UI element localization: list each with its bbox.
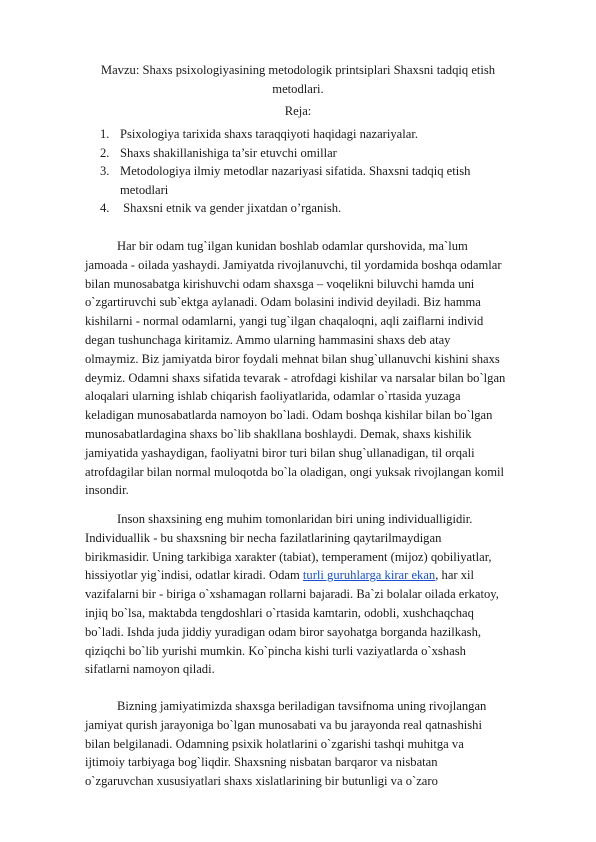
plan-item-number: 1. [100, 127, 110, 141]
plan-item-number: 3. [100, 164, 110, 178]
document-title [80, 61, 516, 99]
paragraph-line: munosabatlardagina shaxs bo`lib shakllana boshlaydi. Demak, shaxs kishilik [85, 426, 472, 441]
paragraph-text: , har xil [435, 568, 475, 583]
paragraph-line: o`zgartiruvchi sub`ektga aylanadi. Odam bolasini individ deyiladi. Biz hamma [85, 295, 481, 310]
plan-item-line: Metodologiya ilmiy metodlar nazariyasi sifatida. Shaxsni tadqiq etish [120, 164, 471, 178]
plan-item-text: Psixologiya tarixida shaxs taraqqiyoti haqidagi nazariyalar. [120, 127, 418, 141]
paragraph-line: degan tushunchaga kiritamiz. Ammo ularning hammasini shaxs deb atay [85, 332, 451, 347]
inline-link[interactable]: turli guruhlarga kirar ekan [302, 568, 436, 583]
paragraph-line: injiq bo`lsa, maktabda tengdoshlari o`rtasida kamtarin, odobli, xushchaqchaq [85, 605, 474, 620]
paragraph-line: bo`ladi. Ishda juda jiddiy yuradigan odam biror sayohatga borganda hazilkash, [85, 624, 482, 639]
paragraph-line: sifatlarni namoyon qiladi. [85, 662, 215, 677]
plan-item [100, 125, 520, 144]
plan-item [100, 199, 520, 218]
paragraph-line: jamiyat qurish jarayoniga bo`lgan munosabati va bu jarayonda real qatnashishi [85, 717, 482, 732]
paragraph-line: Individuallik - bu shaxsning bir necha fazilatlarining qaytarilmaydigan [85, 530, 442, 545]
title-line: Mavzu: Shaxs psixologiyasining metodologik printsiplari Shaxsni tadqiq etish [100, 63, 496, 77]
paragraph-line: ijtimoiy tarbiyaga bog`liqdir. Shaxsning nisbatan barqaror va nisbatan [85, 755, 438, 770]
paragraph-3 [85, 697, 531, 791]
plan-heading: Reja: [284, 104, 312, 118]
paragraph-line: deymiz. Odamni shaxs sifatida tevarak - atrofdagi kishilar va narsalar bilan bo`lgan [85, 370, 506, 385]
paragraph-line [85, 566, 531, 585]
plan-item-text: Shaxsni etnik va gender jixatdan o’rganish. [120, 201, 342, 215]
plan-item-text: Shaxs shakillanishiga ta’sir etuvchi omillar [120, 145, 337, 160]
paragraph-line: o`zgaruvchan xususiyatlari shaxs xislatlarining bir butunligi va o`zaro [85, 774, 438, 789]
paragraph-text: hissiyotlar yig`indisi, odatlar kiradi. Odam [85, 568, 303, 583]
plan-item-line: metodlari [120, 182, 169, 197]
paragraph-line: Bizning jamiyatimizda shaxsga beriladigan tavsifnoma uning rivojlangan [117, 699, 487, 713]
paragraph-line: olmaymiz. Biz jamiyatda biror foydali mehnat bilan shug`ullanuvchi kishini shaxs [85, 351, 500, 366]
paragraph-line: aloqalari ularning ishlab chiqarish faoliyatlarida, odamlar o`rtasida yuzaga [85, 389, 461, 404]
paragraph-line: jamiyatida yashaydigan, faoliyatni biror turi bilan shug`ullanadigan, til orqali [85, 445, 475, 460]
paragraph-line: keladigan munosabatlarda namoyon bo`ladi. Odam boshqa kishilar bilan bo`lgan [85, 408, 493, 423]
paragraph-line: vazifalarni bir - biriga o`xshamagan rollarni bajaradi. Ba`zi bolalar oilada erkatoy, [85, 587, 499, 602]
plan-item-number: 2. [100, 145, 110, 160]
paragraph-line: Har bir odam tug`ilgan kunidan boshlab odamlar qurshovida, ma`lum [117, 239, 468, 253]
paragraph-line: atrofdagilar bilan normal muloqotda bo`la oladigan, ongi yuksak rivojlangan komil [85, 464, 504, 479]
title-line: metodlari. [272, 82, 324, 96]
plan-item [100, 162, 520, 199]
paragraph-line: insondir. [85, 483, 129, 498]
paragraph-line: Inson shaxsining eng muhim tomonlaridan biri uning individualligidir. [117, 512, 473, 526]
paragraph-line: bilan belgilanadi. Odamning psixik holatlarini o`zgarishi tashqi muhitga va [85, 736, 464, 751]
paragraph-line: bilan munosabatga kirishuvchi odam shaxsga – voqelikni biluvchi hamda uni [85, 276, 475, 291]
paragraph-line: kishilarni - normal odamlarni, yangi tug`ilgan chaqaloqni, aqli zaiflarni individ [85, 314, 484, 329]
paragraph-line: birikmasidir. Uning tarkibiga xarakter (tabiat), temperament (mijoz) qobiliyatlar, [85, 549, 492, 564]
paragraph-line: jamoada - oilada yashaydi. Jamiyatda rivojlanuvchi, til yordamida boshqa odamlar [85, 257, 502, 272]
paragraph-line: qiziqchi bo`lib yurishi mumkin. Ko`pincha kishi turli vaziyatlarda o`xshash [85, 643, 466, 658]
plan-item [100, 144, 520, 163]
paragraph-2 [85, 510, 531, 679]
plan-item-text [120, 162, 520, 199]
paragraph-1 [85, 237, 531, 500]
plan-item-number: 4. [100, 201, 110, 215]
plan-list [100, 125, 520, 218]
